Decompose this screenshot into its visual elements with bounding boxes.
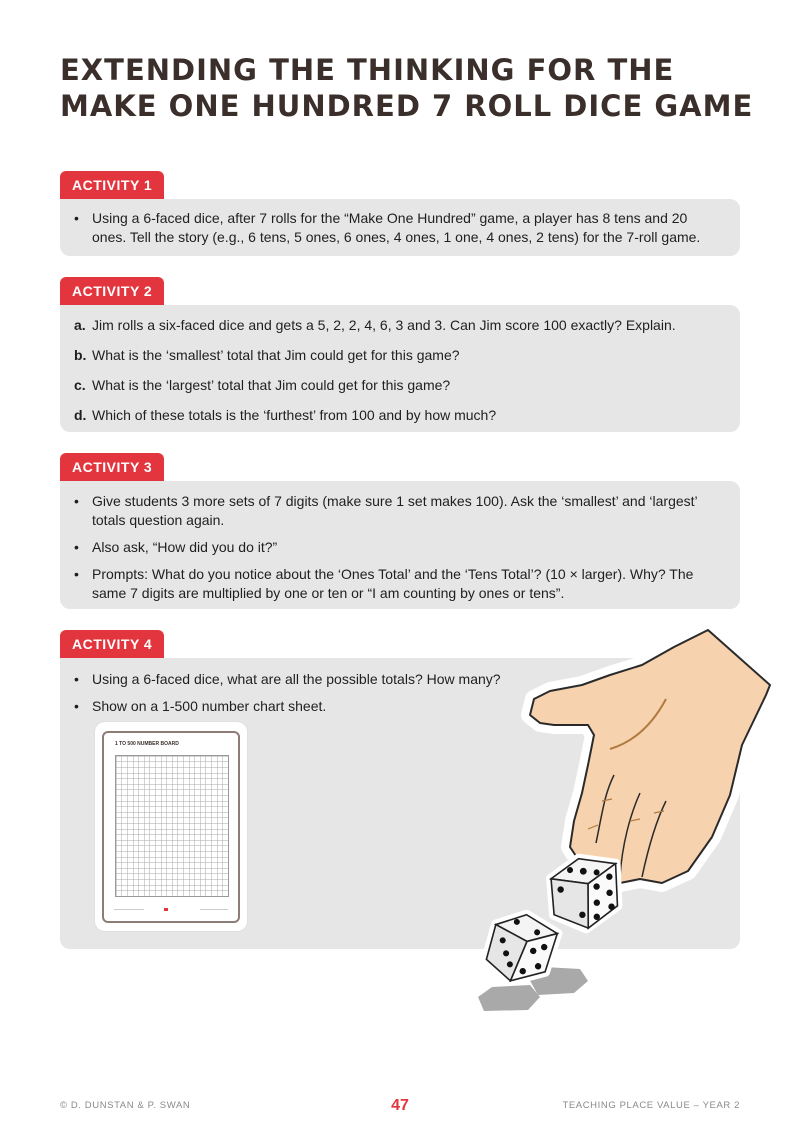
footer-copyright: © D. DUNSTAN & P. SWAN	[60, 1100, 191, 1111]
footer-book-title: TEACHING PLACE VALUE – YEAR 2	[562, 1100, 740, 1111]
list-item	[74, 538, 718, 557]
item-marker: d.	[74, 407, 87, 423]
bullet-marker: •	[74, 539, 79, 555]
number-board-footer-line	[200, 909, 228, 910]
list-item-text: Give students 3 more sets of 7 digits (make sure 1 set makes 100). Ask the ‘smallest’ and ‘largest’ totals question again.	[92, 493, 698, 528]
bullet-marker: •	[74, 698, 79, 714]
activity-4-label: ACTIVITY 4	[60, 630, 164, 658]
item-marker: b.	[74, 347, 87, 363]
bullet-marker: •	[74, 566, 79, 582]
hand-icon	[530, 630, 770, 883]
list-item-text: Show on a 1-500 number chart sheet.	[92, 698, 327, 714]
list-item-text: What is the ‘largest’ total that Jim could get for this game?	[92, 377, 451, 393]
bullet-marker: •	[74, 210, 79, 226]
title-line-2: MAKE ONE HUNDRED 7 ROLL DICE GAME	[60, 89, 754, 123]
hand-rolling-dice-illustration	[470, 625, 800, 1020]
item-marker: c.	[74, 377, 86, 393]
number-board-title: 1 TO 500 NUMBER BOARD	[115, 741, 179, 747]
list-item-text: Jim rolls a six-faced dice and gets a 5, 2, 2, 4, 6, 3 and 3. Can Jim score 100 exactly? Explain.	[92, 317, 676, 333]
title-line-1: EXTENDING THE THINKING FOR THE	[60, 53, 675, 87]
list-item	[74, 565, 718, 603]
page-number: 47	[391, 1097, 409, 1114]
list-item-text: What is the ‘smallest’ total that Jim could get for this game?	[92, 347, 460, 363]
activity-3-label: ACTIVITY 3	[60, 453, 164, 481]
activity-3-box	[60, 481, 740, 609]
number-board-footer-line	[114, 909, 144, 910]
bullet-marker: •	[74, 671, 79, 687]
number-board-sheet	[102, 731, 240, 923]
dice-icon	[547, 854, 624, 933]
number-board-grid	[115, 755, 229, 897]
activity-2-box	[60, 305, 740, 432]
number-board-thumbnail	[95, 722, 247, 931]
list-item	[74, 406, 718, 425]
activity-2-label: ACTIVITY 2	[60, 277, 164, 305]
list-item-text: Using a 6-faced dice, after 7 rolls for the “Make One Hundred” game, a player has 8 tens and 20 ones. Tell the story (e.g., 6 tens, 5 ones, 6 ones, 4 ones, 1 one, 4 ones, 2 tens) for the 7-roll game.	[92, 210, 701, 245]
dice-shadow	[478, 985, 540, 1011]
list-item-text: Also ask, “How did you do it?”	[92, 539, 278, 555]
list-item	[74, 376, 718, 395]
list-item-text: Using a 6-faced dice, what are all the possible totals? How many?	[92, 671, 501, 687]
activity-1-box	[60, 199, 740, 256]
list-item-text: Which of these totals is the ‘furthest’ from 100 and by how much?	[92, 407, 497, 423]
list-item	[74, 346, 718, 365]
bullet-marker: •	[74, 493, 79, 509]
list-item	[74, 209, 718, 247]
list-item-text: Prompts: What do you notice about the ‘Ones Total’ and the ‘Tens Total’? (10 × larger). Why? The same 7 digits are multiplied by one or ten or “I am counting by ones or tens”.	[92, 566, 694, 601]
list-item	[74, 316, 718, 335]
item-marker: a.	[74, 317, 86, 333]
list-item	[74, 492, 718, 530]
activity-1-label: ACTIVITY 1	[60, 171, 164, 199]
page-title	[60, 52, 760, 124]
number-board-page-mark	[164, 908, 168, 911]
